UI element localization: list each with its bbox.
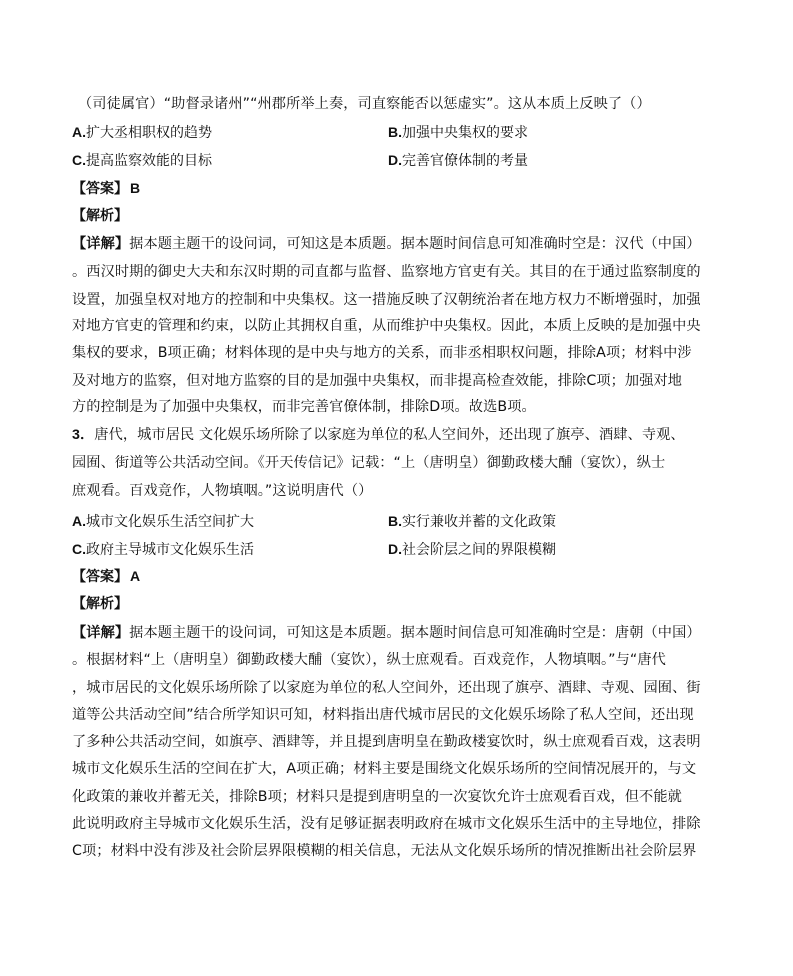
option-letter: C. — [72, 541, 86, 557]
detail-text: 据本题主题干的设问词，可知这是本质题。据本题时间信息可知准确时空是：唐朝（中国） — [129, 625, 701, 641]
answer-value: A — [130, 568, 141, 584]
q3-stem-line: 庶观看。百戏竞作，人物填咽。”这说明唐代（） — [72, 483, 373, 499]
q3-detail-line: 城市文化娱乐生活的空间在扩大，A项正确；材料主要是围绕文化娱乐场所的空间情况展开的，与文 — [72, 761, 697, 777]
q3-detail-line: 了多种公共活动空间，如旗亭、酒肆等，并且提到唐明皇在勤政楼宴饮时，纵士庶观看百戏，这表明 — [72, 734, 701, 750]
q3-detail-line: C项；材料中没有涉及社会阶层界限模糊的相关信息，无法从文化娱乐场所的情况推断出社会阶层界 — [72, 843, 697, 859]
q3-detail-line: 道等公共活动空间”结合所学知识可知，材料指出唐代城市居民的文化娱乐场除了私人空间，还出现 — [72, 707, 694, 723]
q3-analysis-tag: 【解析】 — [72, 596, 128, 612]
q3-option-c[interactable] — [72, 540, 254, 559]
option-text: 完善官僚体制的考量 — [402, 153, 528, 169]
option-letter: B. — [388, 124, 402, 140]
q2-option-c[interactable] — [72, 151, 212, 170]
option-text: 提高监察效能的目标 — [86, 153, 212, 169]
option-letter: A. — [72, 513, 86, 529]
stem-text: 唐代，城市居民 文化娱乐场所除了以家庭为单位的私人空间外，还出现了旗亭、酒肆、寺观、 — [94, 427, 685, 443]
q3-detail-line: 。根据材料“上（唐明皇）御勤政楼大酺（宴饮），纵士庶观看。百戏竞作，人物填咽。”与“唐代 — [72, 652, 666, 668]
detail-text: 据本题主题干的设问词，可知这是本质题。据本题时间信息可知准确时空是：汉代（中国） — [129, 236, 701, 252]
q2-detail-line: 及对地方的监察，但对地方监察的目的是加强中央集权，而非提高检查效能，排除C项；加强对地 — [72, 373, 683, 389]
q2-detail-line: 集权的要求，B项正确；材料体现的是中央与地方的关系，而非丞相职权问题，排除A项；材料中涉 — [72, 345, 692, 361]
q2-detail-line: 。西汉时期的御史大夫和东汉时期的司直都与监督、监察地方官吏有关。其目的在于通过监察制度的 — [72, 264, 701, 280]
question-number: 3． — [72, 427, 95, 443]
q3-stem-line: 园囿、街道等公共活动空间。《开天传信记》记载：“上（唐明皇）御勤政楼大酺（宴饮），纵士 — [72, 455, 666, 471]
q3-answer — [72, 567, 140, 586]
answer-value: B — [130, 180, 141, 196]
detail-tag: 【详解】 — [72, 236, 130, 252]
q2-detail-line — [72, 235, 732, 253]
q3-option-a[interactable] — [72, 512, 254, 531]
q3-stem-line — [72, 426, 732, 444]
q3-detail-line — [72, 624, 732, 642]
option-letter: B. — [388, 513, 402, 529]
q2-option-a[interactable] — [72, 123, 212, 142]
q2-answer — [72, 179, 140, 198]
detail-tag: 【详解】 — [72, 625, 130, 641]
q3-detail-line: 此说明政府主导城市文化娱乐生活，没有足够证据表明政府在城市文化娱乐生活中的主导地位，排除 — [72, 816, 701, 832]
answer-tag: 【答案】 — [72, 569, 128, 585]
q3-detail-line: ，城市居民的文化娱乐场所除了以家庭为单位的私人空间外，还出现了旗亭、酒肆、寺观、园囿、街 — [72, 680, 701, 696]
option-text: 社会阶层之间的界限模糊 — [402, 542, 556, 558]
q3-option-d[interactable] — [388, 540, 556, 559]
option-text: 扩大丞相职权的趋势 — [86, 125, 212, 141]
option-text: 加强中央集权的要求 — [402, 125, 528, 141]
q2-option-b[interactable] — [388, 123, 528, 142]
q2-detail-line: 对地方官吏的管理和约束，以防止其拥权自重，从而维护中央集权。因此，本质上反映的是加强中央 — [72, 318, 701, 334]
q2-analysis-tag: 【解析】 — [72, 208, 128, 224]
option-text: 城市文化娱乐生活空间扩大 — [86, 514, 254, 530]
option-text: 政府主导城市文化娱乐生活 — [86, 542, 254, 558]
option-text: 实行兼收并蓄的文化政策 — [402, 514, 556, 530]
option-letter: A. — [72, 124, 86, 140]
answer-tag: 【答案】 — [72, 181, 128, 197]
q2-detail-line: 设置，加强皇权对地方的控制和中央集权。这一措施反映了汉朝统治者在地方权力不断增强时，加强 — [72, 292, 701, 308]
option-letter: C. — [72, 152, 86, 168]
q3-detail-line: 化政策的兼收并蓄无关，排除B项；材料只是提到唐明皇的一次宴饮允许士庶观看百戏，但不能就 — [72, 789, 682, 805]
q3-option-b[interactable] — [388, 512, 556, 531]
q2-stem-tail: （司徒属官）“助督录诸州”“州郡所举上奏，司直察能否以惩虚实”。这从本质上反映了（） — [78, 96, 651, 112]
q2-option-d[interactable] — [388, 151, 528, 170]
q2-detail-line: 方的控制是为了加强中央集权，而非完善官僚体制，排除D项。故选B项。 — [72, 399, 536, 415]
option-letter: D. — [388, 541, 402, 557]
option-letter: D. — [388, 152, 402, 168]
